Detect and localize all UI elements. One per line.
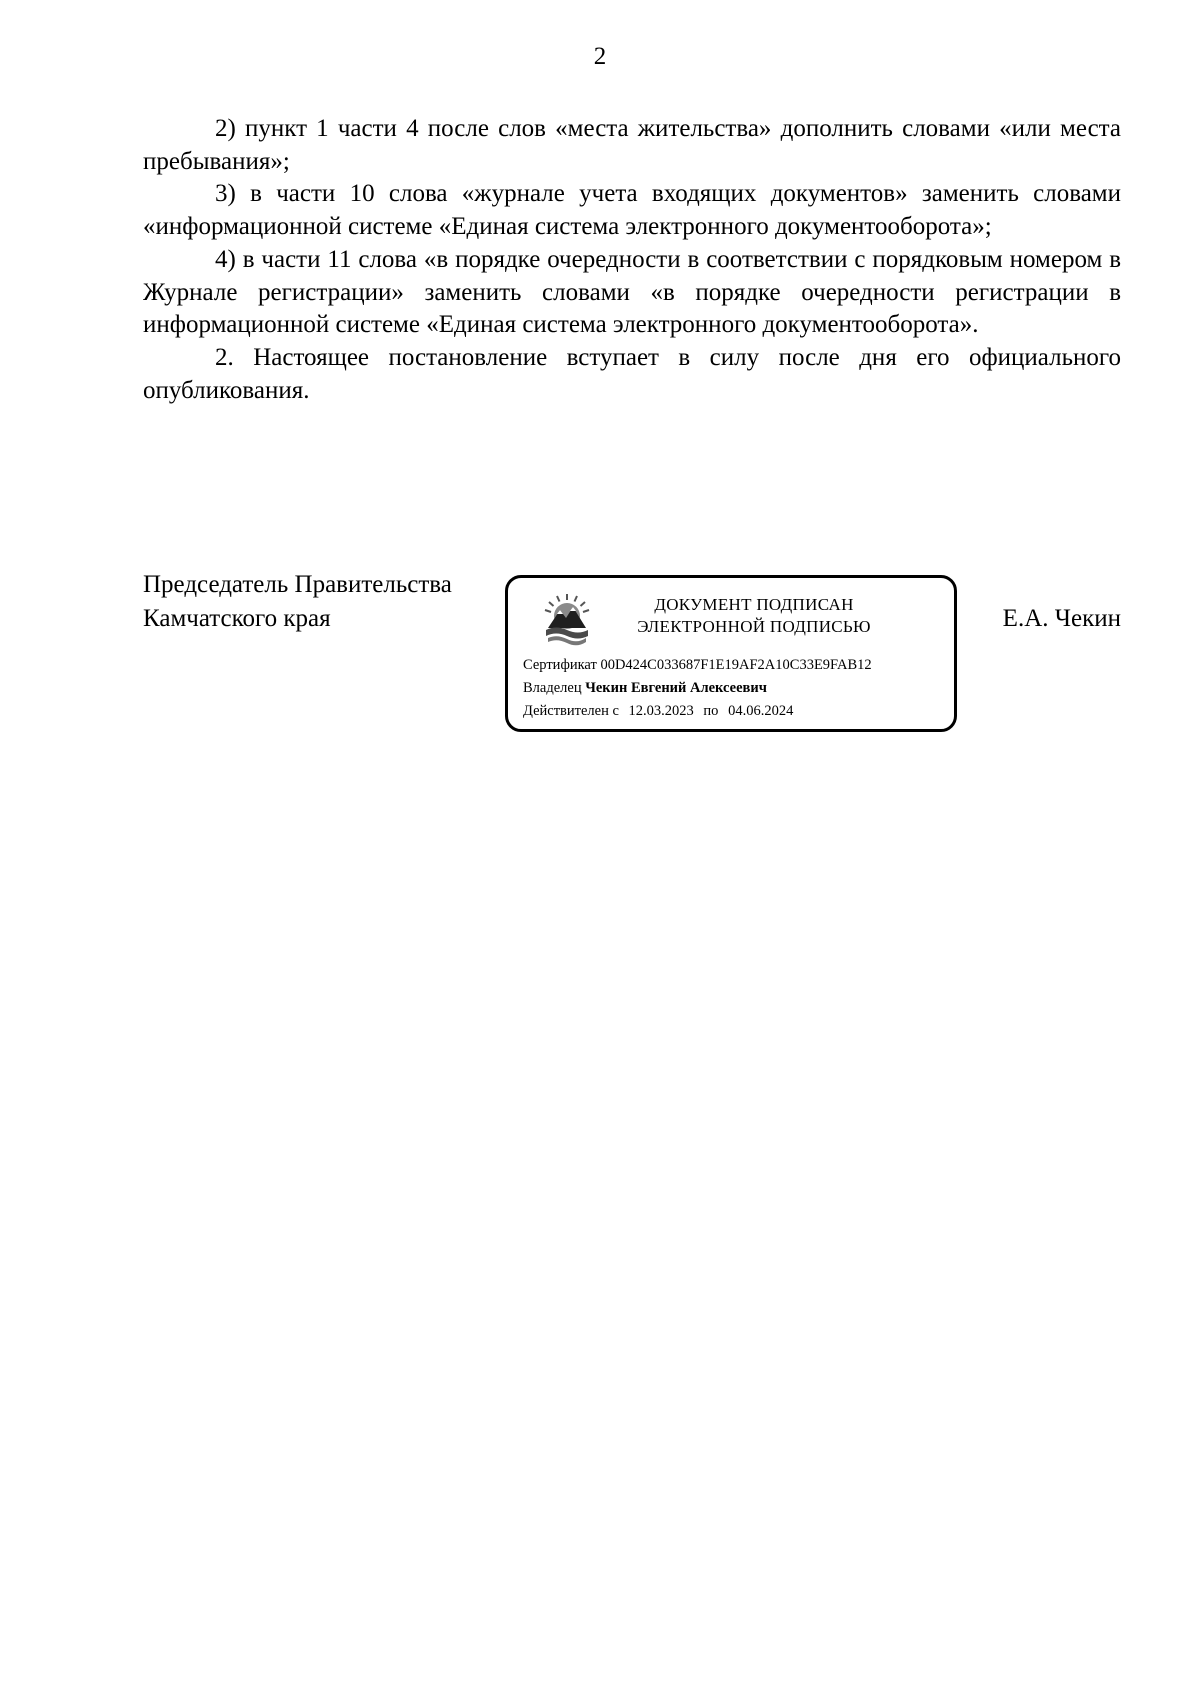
stamp-validity-row (523, 702, 793, 720)
stamp-header-line1: ДОКУМЕНТ ПОДПИСАН (654, 595, 854, 614)
signer-position (143, 568, 452, 636)
page-number: 2 (593, 43, 607, 70)
stamp-certificate-row (523, 656, 872, 674)
paragraph-item-3: 3) в части 10 слова «журнале учета входящих документов» заменить словами «информационной системе «Единая система электронного документооборота»; (143, 180, 1121, 241)
valid-to-label: по (703, 703, 719, 719)
owner-label: Владелец (523, 680, 582, 696)
kamchatka-emblem-icon (542, 592, 592, 648)
signer-position-line1: Председатель Правительства (143, 571, 452, 598)
paragraph-item-2: 2) пункт 1 части 4 после слов «места жительства» дополнить словами «или места пребывания»; (143, 115, 1121, 175)
document-body (143, 113, 1121, 407)
stamp-owner-row (523, 679, 767, 697)
signer-name: Е.А. Чекин (1002, 605, 1121, 632)
valid-to-date: 04.06.2024 (728, 703, 794, 719)
signer-position-line2: Камчатского края (143, 605, 331, 632)
paragraph-effective-date: 2. Настоящее постановление вступает в силу после дня его официального опубликования. (143, 343, 1121, 404)
electronic-signature-stamp (505, 575, 957, 732)
paragraph-item-4: 4) в части 11 слова «в порядке очередности в соответствии с порядковым номером в Журнале регистрации» заменить словами «в порядке очередности регистрации в информационной системе «Единая система электронного документооборота». (143, 245, 1121, 339)
stamp-header (608, 594, 900, 638)
valid-from-date: 12.03.2023 (628, 703, 694, 719)
valid-from-label: Действителен с (523, 703, 619, 719)
owner-value: Чекин Евгений Алексеевич (585, 680, 767, 696)
stamp-header-line2: ЭЛЕКТРОННОЙ ПОДПИСЬЮ (637, 617, 871, 636)
certificate-label: Сертификат (523, 657, 597, 673)
certificate-value: 00D424C033687F1E19AF2A10C33E9FAB12 (600, 657, 872, 673)
